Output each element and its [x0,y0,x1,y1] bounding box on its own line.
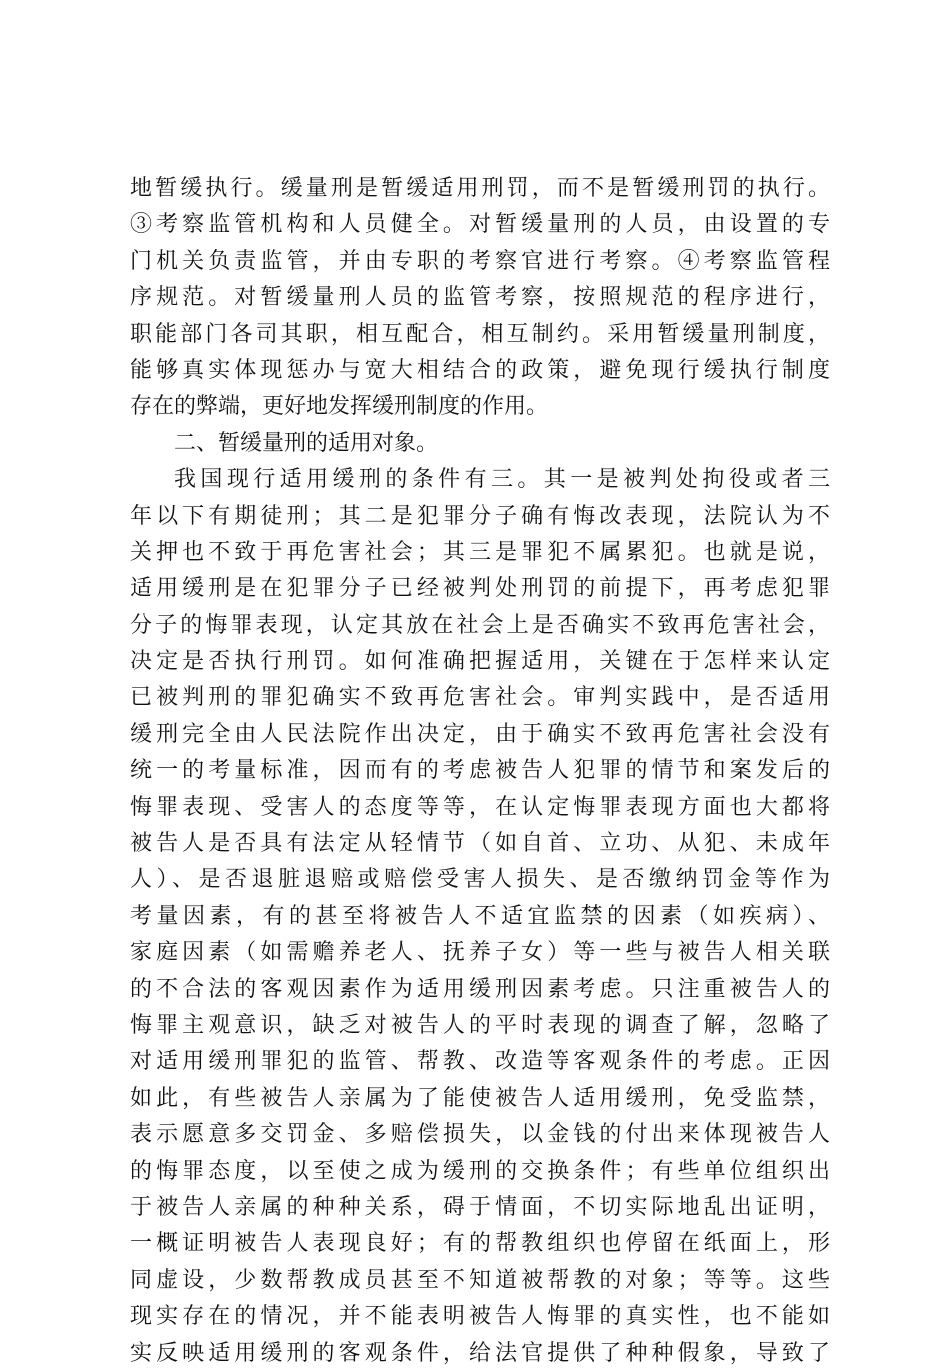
text-line: 统一的考量标准，因而有的考虑被告人犯罪的情节和案发后的 [130,758,830,784]
text-line: 悔罪主观意识，缺乏对被告人的平时表现的调查了解，忽略了 [130,1012,830,1038]
text-line: 悔罪表现、受害人的态度等等，在认定悔罪表现方面也大都将 [130,794,830,820]
text-line: 人）、是否退脏退赔或赔偿受害人损失、是否缴纳罚金等作为 [130,867,830,893]
text-line: 表示愿意多交罚金、多赔偿损失，以金钱的付出来体现被告人 [130,1122,830,1148]
text-line: 缓刑完全由人民法院作出决定，由于确实不致再危害社会没有 [130,721,830,747]
text-line: 考量因素，有的甚至将被告人不适宜监禁的因素（如疾病）、 [130,903,830,929]
text-line: 我国现行适用缓刑的条件有三。其一是被判处拘役或者三 [174,467,830,493]
text-line: 适用缓刑是在犯罪分子已经被判处刑罚的前提下，再考虑犯罪 [130,576,830,602]
text-line: 分子的悔罪表现，认定其放在社会上是否确实不致再危害社会， [130,612,830,638]
text-line: 对适用缓刑罪犯的监管、帮教、改造等客观条件的考虑。正因 [130,1049,830,1075]
text-line: 家庭因素（如需赡养老人、抚养子女）等一些与被告人相关联 [130,940,830,966]
text-line: 存在的弊端，更好地发挥缓刑制度的作用。 [130,394,549,420]
text-line: 二、暂缓量刑的适用对象。 [174,430,439,456]
body-text [130,171,830,1372]
text-line: 同虚设，少数帮教成员甚至不知道被帮教的对象；等等。这些 [130,1267,830,1293]
text-line: 已被判刑的罪犯确实不致再危害社会。审判实践中，是否适用 [130,685,830,711]
text-line: 职能部门各司其职，相互配合，相互制约。采用暂缓量刑制度， [130,321,830,347]
text-line: 于被告人亲属的种种关系，碍于情面，不切实际地乱出证明， [130,1194,830,1220]
text-line: 地暂缓执行。缓量刑是暂缓适用刑罚，而不是暂缓刑罚的执行。 [130,176,830,201]
text-line: 能够真实体现惩办与宽大相结合的政策，避免现行缓执行制度 [130,357,830,383]
text-line: 如此，有些被告人亲属为了能使被告人适用缓刑，免受监禁， [130,1085,830,1111]
text-line: 关押也不致于再危害社会；其三是罪犯不属累犯。也就是说， [130,539,830,565]
text-line: 被告人是否具有法定从轻情节（如自首、立功、从犯、未成年 [130,831,830,857]
text-line: 实反映适用缓刑的客观条件，给法官提供了种种假象，导致了 [130,1340,830,1366]
text-line: 的悔罪态度，以至使之成为缓刑的交换条件；有些单位组织出 [130,1158,830,1184]
text-line: 一概证明被告人表现良好；有的帮教组织也停留在纸面上，形 [130,1231,830,1257]
text-line: 现实存在的情况，并不能表明被告人悔罪的真实性，也不能如 [130,1304,830,1330]
text-line: 的不合法的客观因素作为适用缓刑因素考虑。只注重被告人的 [130,976,830,1002]
text-line: 序规范。对暂缓量刑人员的监管考察，按照规范的程序进行， [130,285,830,311]
text-line: 决定是否执行刑罚。如何准确把握适用，关键在于怎样来认定 [130,649,830,675]
text-line: ③考察监管机构和人员健全。对暂缓量刑的人员，由设置的专 [130,212,830,238]
text-line: 年以下有期徒刑；其二是犯罪分子确有悔改表现，法院认为不 [130,503,830,529]
text-line: 门机关负责监管，并由专职的考察官进行考察。④考察监管程 [130,248,830,274]
